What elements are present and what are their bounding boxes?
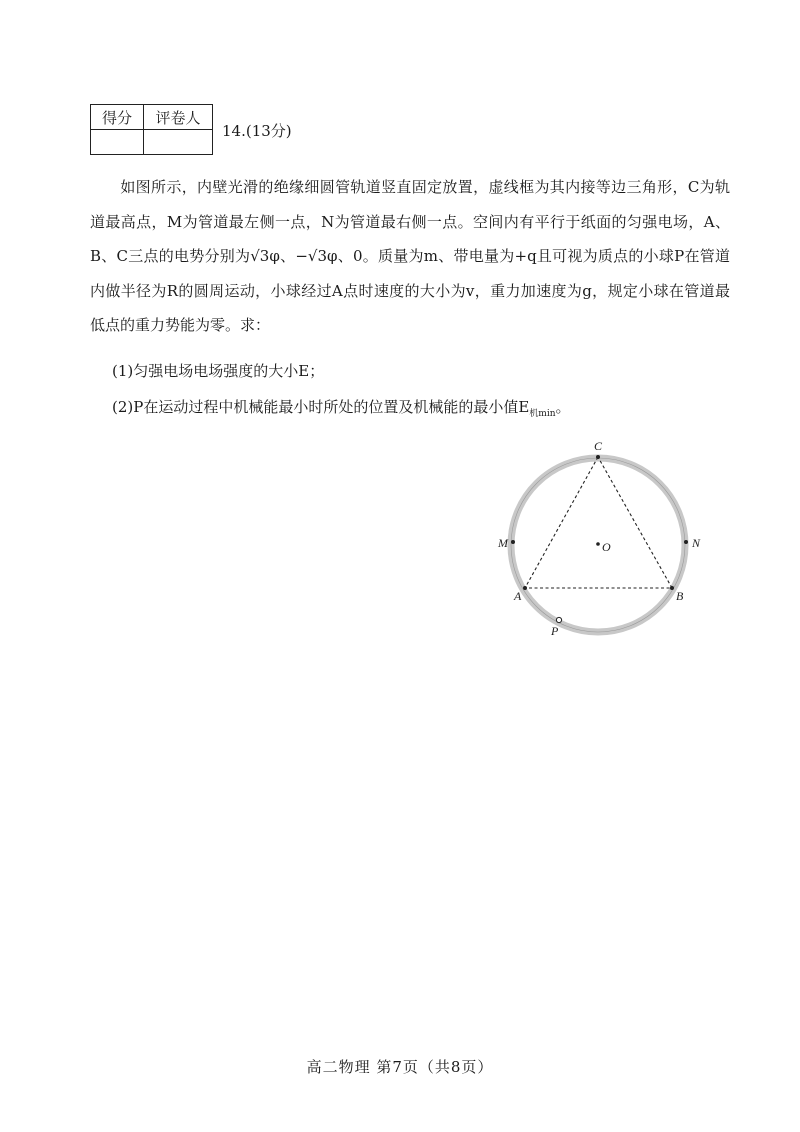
score-header: 得分 bbox=[91, 105, 144, 130]
ball-p bbox=[556, 617, 561, 622]
label-o: O bbox=[602, 540, 611, 554]
question-points: (13分) bbox=[245, 122, 292, 140]
score-box bbox=[90, 104, 213, 155]
question-body: 如图所示，内壁光滑的绝缘细圆管轨道竖直固定放置，虚线框为其内接等边三角形，C为轨道最高点，M为管道最左侧一点，N为管道最右侧一点。空间内有平行于纸面的匀强电场，A、B、C三点的电势分别为√3φ、−√3φ、0。质量为m、带电量为+q且可视为质点的小球P在管道内做半径为R的圆周运动，小球经过A点时速度的大小为v，重力加速度为g，规定小球在管道最低点的重力势能为零。求： bbox=[90, 178, 730, 334]
potential-c: 0 bbox=[353, 247, 363, 265]
point-b bbox=[670, 586, 674, 590]
body-text-1: 如图所示，内壁光滑的绝缘细圆管轨道竖直固定放置，虚线框为其内接等边三角形，C为轨道最高点，M为管道最左侧一点，N为管道最右侧一点。空间内有平行于纸面的匀强电场，A、B、C三点的电势分别为 bbox=[90, 178, 730, 265]
grader-header: 评卷人 bbox=[144, 105, 213, 130]
question-number: 14. bbox=[222, 122, 246, 140]
point-a bbox=[523, 586, 527, 590]
label-n: N bbox=[692, 536, 701, 550]
label-b: B bbox=[676, 589, 684, 603]
point-n bbox=[684, 540, 688, 544]
grader-cell bbox=[144, 130, 213, 155]
sub-question-1: (1)匀强电场电场强度的大小E； bbox=[112, 362, 325, 380]
label-p: P bbox=[551, 624, 559, 638]
question-heading bbox=[222, 120, 292, 141]
circular-track-figure bbox=[490, 430, 720, 640]
body-text-2: 。质量为m、带电量为+q且可视为质点的小球P在管道内做半径为R的圆周运动，小球经过A点时速度的大小为v，重力加速度为g，规定小球在管道最低点的重力势能为零。求： bbox=[90, 247, 730, 334]
point-m bbox=[511, 540, 515, 544]
label-m: M bbox=[498, 536, 508, 550]
center-o bbox=[596, 542, 600, 546]
label-c: C bbox=[594, 439, 603, 453]
page-footer: 高二物理 第7页（共8页） bbox=[306, 1058, 494, 1076]
sub-question-2: (2)P在运动过程中机械能最小时所处的位置及机械能的最小值$E_{机min}$。 bbox=[112, 398, 571, 419]
label-a: A bbox=[514, 589, 522, 603]
score-cell bbox=[91, 130, 144, 155]
point-c bbox=[596, 455, 600, 459]
potential-b: −√3φ bbox=[295, 247, 338, 265]
potential-a: √3φ bbox=[250, 247, 280, 265]
